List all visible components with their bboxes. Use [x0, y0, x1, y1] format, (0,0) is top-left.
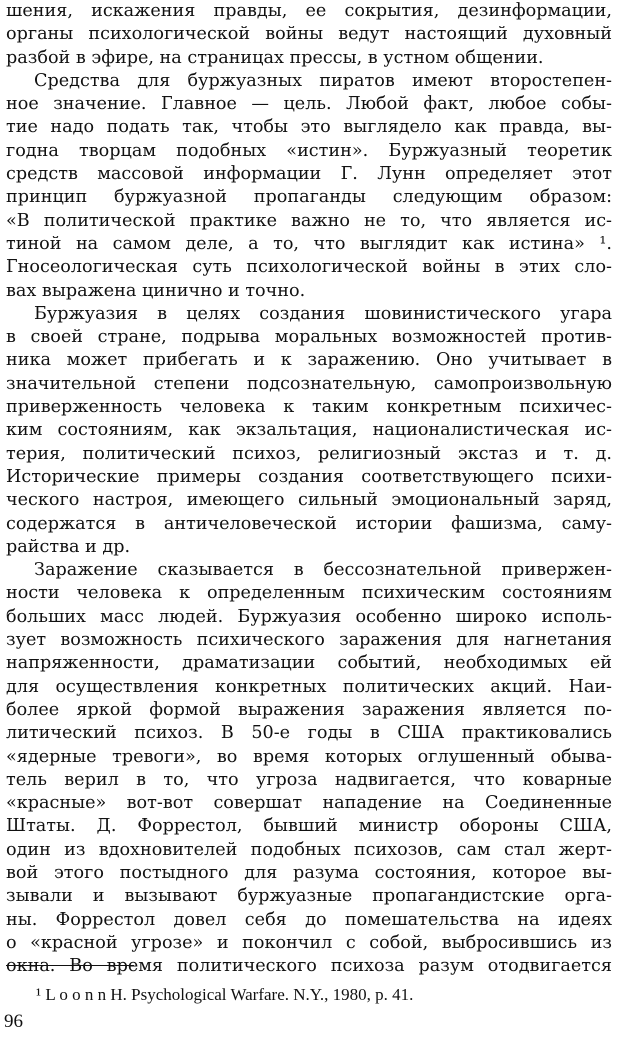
text-line: годна творцам подобных «истин». Буржуазный теоретик: [6, 140, 612, 161]
text-line: содержатся в античеловеческой истории фашизма, саму-: [6, 513, 612, 534]
text-line: тель верил в то, что угроза надвигается, что коварные: [6, 769, 612, 790]
text-line: «красные» вот-вот совершат нападение на Соединенные: [6, 793, 612, 814]
paragraph-1: [6, 0, 612, 70]
text-line: Буржуазия в целях создания шовинистического угара: [34, 303, 612, 324]
text-line: литический психоз. В 50-е годы в США практиковались: [6, 723, 612, 744]
footnote-divider: [6, 965, 134, 966]
text-line: тие надо подать так, чтобы это выглядело как правда, вы-: [6, 117, 612, 138]
text-line: терия, политический психоз, религиозный экстаз и т. д.: [6, 443, 612, 464]
text-line: приверженность человека к таким конкретным психичес-: [6, 397, 612, 418]
text-line: о «красной угрозе» и покончил с собой, выбросившись из: [6, 932, 612, 953]
text-line: принцип буржуазной пропаганды следующим образом:: [6, 187, 612, 208]
paragraph-2: [6, 70, 612, 303]
text-line: шения, искажения правды, ее сокрытия, дезинформации,: [6, 1, 612, 21]
text-line: ности человека к определенным психическим состояниям: [6, 583, 612, 604]
page-number: 96: [4, 1011, 23, 1032]
text-line: в своей стране, подрыва моральных возможностей против-: [6, 327, 612, 348]
text-line: тиной на самом деле, а то, что выглядит как истина» ¹.: [6, 233, 612, 254]
text-line: зует возможность психического заражения для нагнетания: [6, 630, 612, 651]
text-line: ное значение. Главное — цель. Любой факт, любое собы-: [6, 94, 612, 115]
text-line: средств массовой информации Г. Лунн определяет этот: [6, 164, 612, 185]
text-line: значительной степени подсознательную, самопроизвольную: [6, 373, 612, 394]
text-line: ческого настроя, имеющего сильный эмоциональный заряд,: [6, 490, 612, 511]
text-line: зывали и вызывают буржуазные пропагандистские орга-: [6, 886, 612, 907]
text-line: органы психологической войны ведут настоящий духовный: [6, 24, 612, 45]
text-line: «ядерные тревоги», во время которых оглушенный обыва-: [6, 746, 612, 767]
text-line: один из вдохновителей подобных психозов, сам стал жерт-: [6, 839, 612, 860]
text-line: ким состояниям, как экзальтация, националистическая ис-: [6, 420, 612, 441]
text-line: райства и др.: [6, 536, 131, 557]
text-line: Штаты. Д. Форрестол, бывший министр обороны США,: [6, 816, 612, 837]
text-line: окна. Во время политического психоза разум отодвигается: [6, 956, 612, 977]
paragraph-3: [6, 303, 612, 559]
page-body: [6, 0, 612, 978]
text-line: ника может прибегать и к заражению. Оно учитывает в: [6, 350, 612, 371]
text-line: вой этого постыдного для разума состояния, которое вы-: [6, 862, 612, 883]
paragraph-4: [6, 559, 612, 978]
text-line: больших масс людей. Буржуазия особенно широко исполь-: [6, 606, 612, 627]
text-line: для осуществления конкретных политических акций. Наи-: [6, 676, 612, 697]
text-line: Средства для буржуазных пиратов имеют второстепен-: [34, 70, 612, 91]
text-line: Заражение сказывается в бессознательной привержен-: [34, 560, 612, 581]
text-line: Гносеологическая суть психологической войны в этих сло-: [6, 257, 612, 278]
text-line: напряженности, драматизации событий, необходимых ей: [6, 653, 612, 674]
text-line: Исторические примеры создания соответствующего психи-: [6, 466, 612, 487]
text-line: более яркой формой выражения заражения является по-: [6, 699, 612, 720]
text-line: разбой в эфире, на страницах прессы, в устном общении.: [6, 47, 544, 68]
text-line: вах выражена цинично и точно.: [6, 280, 306, 301]
footnote: ¹ L o o n n H. Psychological Warfare. N.Y., 1980, p. 41.: [36, 985, 414, 1004]
text-line: ны. Форрестол довел себя до помешательства на идеях: [6, 909, 612, 930]
text-line: «В политической практике важно не то, что является ис-: [6, 210, 612, 231]
